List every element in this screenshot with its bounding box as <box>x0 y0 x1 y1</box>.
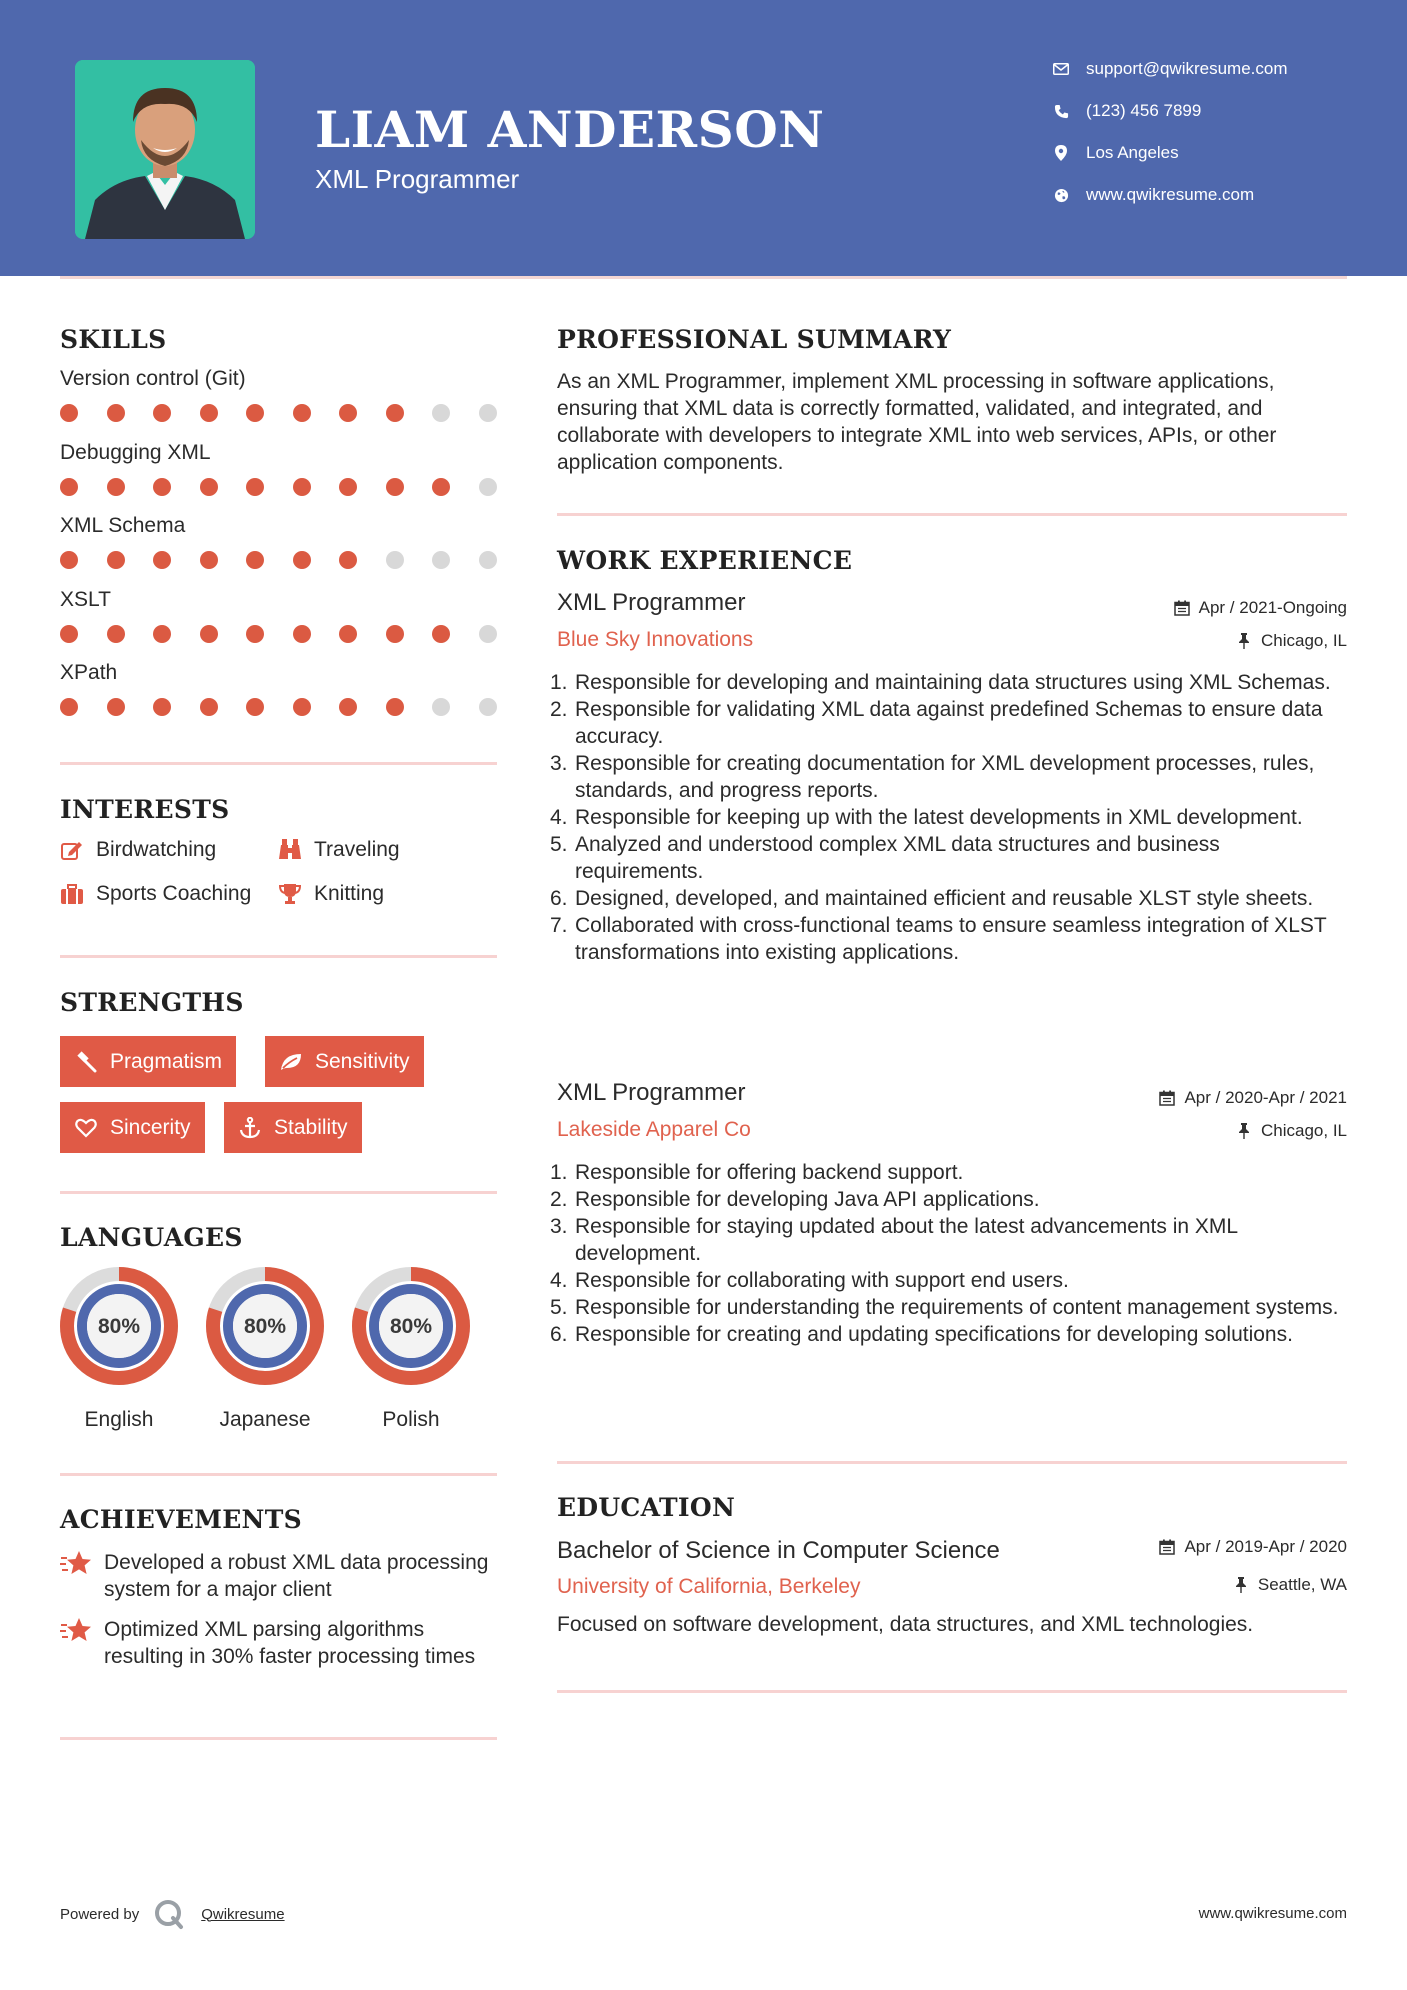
list-text: Responsible for creating documentation for XML development processes, rules, standards, and progress reports. <box>575 752 1315 802</box>
skill-dot-filled <box>200 478 218 496</box>
strengths-divider <box>60 1191 497 1194</box>
list-item <box>550 1186 1350 1213</box>
globe-icon <box>1050 184 1072 206</box>
achievements-heading: ACHIEVEMENTS <box>60 1505 302 1534</box>
job-company: Lakeside Apparel Co <box>557 1118 751 1141</box>
contact-website[interactable] <box>1050 180 1380 210</box>
skill-dot-filled <box>60 698 78 716</box>
skill-dot-filled <box>246 478 264 496</box>
list-text: Responsible for validating XML data against predefined Schemas to ensure data accuracy. <box>575 698 1323 748</box>
achievement-text: Developed a robust XML data processing system for a major client <box>104 1551 489 1601</box>
skill-name: XML Schema <box>60 514 186 537</box>
skill-dot-filled <box>60 404 78 422</box>
job-role: XML Programmer <box>557 589 746 616</box>
strength-label: Pragmatism <box>110 1049 223 1073</box>
skill-dot-empty <box>432 404 450 422</box>
skill-dot-filled <box>107 698 125 716</box>
list-number: 4. <box>550 1269 568 1292</box>
list-item <box>550 804 1350 831</box>
pushpin-icon <box>1235 632 1253 650</box>
leaf-icon <box>279 1050 303 1074</box>
job-location <box>1235 1121 1347 1141</box>
list-item <box>550 1159 1350 1186</box>
summary-text: As an XML Programmer, implement XML processing in software applications, ensuring that XML data is correctly formatted, validated, and integrated, and collaborate with developers to integrate XML into web services, APIs, or other application components. <box>557 370 1277 474</box>
language-percent: 80% <box>97 1315 141 1338</box>
job-dates <box>1158 1088 1347 1108</box>
envelope-icon <box>1050 58 1072 80</box>
gavel-icon <box>74 1050 98 1074</box>
skill-dot-filled <box>293 478 311 496</box>
list-number: 5. <box>550 833 568 856</box>
interest-label: Sports Coaching <box>96 882 252 905</box>
list-text: Responsible for developing Java API applications. <box>575 1188 1040 1211</box>
list-number: 4. <box>550 806 568 829</box>
skill-level-dots <box>60 625 500 645</box>
resume-header <box>0 0 1407 276</box>
experience-heading: WORK EXPERIENCE <box>557 546 853 575</box>
job-location-text: Chicago, IL <box>1261 1121 1347 1140</box>
skill-dot-empty <box>432 698 450 716</box>
skill-dot-filled <box>200 698 218 716</box>
list-text: Responsible for developing and maintaining data structures using XML Schemas. <box>575 671 1331 694</box>
languages-heading: LANGUAGES <box>60 1223 243 1252</box>
strength-label: Sincerity <box>110 1115 191 1139</box>
skill-dot-filled <box>293 625 311 643</box>
skill-name: Debugging XML <box>60 440 211 464</box>
language-item <box>204 1265 326 1431</box>
language-percent: 80% <box>389 1315 433 1338</box>
phone-icon <box>1050 100 1072 122</box>
list-number: 7. <box>550 914 568 937</box>
skill-dot-filled <box>386 698 404 716</box>
skill-dot-filled <box>153 625 171 643</box>
skill-name: XSLT <box>60 587 111 611</box>
skill-dot-filled <box>60 551 78 569</box>
education-location <box>1232 1575 1347 1595</box>
interest-label: Knitting <box>314 882 385 905</box>
list-item <box>550 885 1350 912</box>
education-degree: Bachelor of Science in Computer Science <box>557 1537 1000 1564</box>
skill-dot-filled <box>153 404 171 422</box>
skill-dot-filled <box>432 478 450 496</box>
experience-divider <box>557 1461 1347 1464</box>
list-number: 3. <box>550 752 568 775</box>
strength-label: Sensitivity <box>315 1049 410 1073</box>
list-number: 2. <box>550 698 568 721</box>
contact-phone-text: (123) 456 7899 <box>1086 101 1202 120</box>
skill-dot-filled <box>386 404 404 422</box>
list-number: 6. <box>550 887 568 910</box>
skill-dot-filled <box>107 551 125 569</box>
interest-label: Birdwatching <box>96 838 217 861</box>
skill-dot-filled <box>107 478 125 496</box>
skill-dot-filled <box>246 551 264 569</box>
contact-email[interactable] <box>1050 54 1380 84</box>
job-dates-text: Apr / 2021-Ongoing <box>1198 598 1347 617</box>
skills-heading: SKILLS <box>60 325 167 354</box>
education-divider <box>557 1690 1347 1693</box>
skill-level-dots <box>60 551 500 571</box>
summary-divider <box>557 513 1347 516</box>
list-text: Responsible for understanding the requirements of content management systems. <box>575 1296 1339 1319</box>
calendar-icon <box>1158 1089 1176 1107</box>
qwikresume-logo-icon <box>153 1898 185 1930</box>
list-text: Responsible for creating and updating specifications for developing solutions. <box>575 1323 1293 1346</box>
list-item <box>550 1267 1350 1294</box>
calendar-icon <box>1173 599 1191 617</box>
list-text: Designed, developed, and maintained efficient and reusable XLST style sheets. <box>575 887 1314 910</box>
footer-website[interactable]: www.qwikresume.com <box>1198 1905 1347 1922</box>
list-text: Responsible for collaborating with support end users. <box>575 1269 1069 1292</box>
language-item <box>58 1265 180 1431</box>
achievement-item <box>60 1616 500 1670</box>
strengths-heading: STRENGTHS <box>60 988 244 1017</box>
achievement-item <box>60 1549 500 1603</box>
skill-dot-empty <box>386 551 404 569</box>
list-number: 5. <box>550 1296 568 1319</box>
job-role: XML Programmer <box>557 1079 746 1106</box>
skill-level-dots <box>60 404 500 424</box>
skill-dot-filled <box>339 478 357 496</box>
language-ring <box>350 1265 472 1387</box>
language-item <box>350 1265 472 1431</box>
interest-item <box>278 838 400 862</box>
candidate-name: LIAM ANDERSON <box>315 100 825 159</box>
list-item <box>550 1213 1350 1267</box>
list-item <box>550 912 1350 966</box>
skill-dot-empty <box>479 404 497 422</box>
contact-location-text: Los Angeles <box>1086 143 1179 162</box>
candidate-title: XML Programmer <box>315 164 520 194</box>
skill-dot-filled <box>153 551 171 569</box>
summary-heading: PROFESSIONAL SUMMARY <box>557 325 952 354</box>
language-name: English <box>84 1408 154 1431</box>
list-item <box>550 696 1350 750</box>
skill-dot-filled <box>386 478 404 496</box>
strength-label: Stability <box>274 1115 348 1139</box>
trophy-icon <box>278 882 302 906</box>
binoculars-icon <box>278 838 302 862</box>
job-company: Blue Sky Innovations <box>557 628 754 651</box>
languages-divider <box>60 1473 497 1476</box>
interests-heading: INTERESTS <box>60 795 230 824</box>
skill-dot-filled <box>200 404 218 422</box>
education-heading: EDUCATION <box>557 1493 736 1522</box>
header-divider <box>60 276 1347 279</box>
list-item <box>550 669 1350 696</box>
job-dates-text: Apr / 2020-Apr / 2021 <box>1184 1088 1347 1107</box>
list-item <box>550 1294 1350 1321</box>
list-text: Analyzed and understood complex XML data structures and business requirements. <box>575 833 1220 883</box>
list-text: Collaborated with cross-functional teams to ensure seamless integration of XLST transformations into existing applications. <box>575 914 1327 964</box>
job-responsibilities <box>550 1159 1350 1348</box>
skill-level-dots <box>60 478 500 498</box>
list-item <box>550 750 1350 804</box>
skill-dot-filled <box>60 478 78 496</box>
achievement-text: Optimized XML parsing algorithms resulting in 30% faster processing times <box>104 1618 476 1668</box>
pushpin-icon <box>1235 1122 1253 1140</box>
education-school: University of California, Berkeley <box>557 1575 861 1598</box>
pushpin-icon <box>1232 1576 1250 1594</box>
skill-dot-filled <box>200 625 218 643</box>
skill-dot-filled <box>107 625 125 643</box>
profile-photo <box>75 60 255 239</box>
skill-dot-filled <box>200 551 218 569</box>
list-text: Responsible for keeping up with the latest developments in XML development. <box>575 806 1303 829</box>
interest-item <box>60 838 216 862</box>
skill-dot-filled <box>246 698 264 716</box>
footer-powered-by <box>60 1898 285 1930</box>
job-responsibilities <box>550 669 1350 966</box>
list-number: 3. <box>550 1215 568 1238</box>
language-ring <box>58 1265 180 1387</box>
list-text: Responsible for offering backend support. <box>575 1161 964 1184</box>
education-location-text: Seattle, WA <box>1257 1575 1347 1594</box>
star-icon <box>60 1616 92 1646</box>
map-pin-icon <box>1050 142 1072 164</box>
skill-dot-empty <box>479 625 497 643</box>
interest-item <box>60 882 251 906</box>
skill-dot-filled <box>432 625 450 643</box>
heart-icon <box>74 1116 98 1140</box>
skill-dot-filled <box>293 698 311 716</box>
job-location-text: Chicago, IL <box>1261 631 1347 650</box>
list-number: 2. <box>550 1188 568 1211</box>
achievements-divider <box>60 1737 497 1740</box>
interest-label: Traveling <box>314 838 400 861</box>
skill-dot-empty <box>479 478 497 496</box>
skill-dot-filled <box>246 625 264 643</box>
education-dates <box>1158 1537 1347 1557</box>
language-ring <box>204 1265 326 1387</box>
education-dates-text: Apr / 2019-Apr / 2020 <box>1184 1537 1347 1556</box>
skill-dot-filled <box>339 625 357 643</box>
anchor-icon <box>238 1116 262 1140</box>
language-name: Polish <box>382 1408 440 1431</box>
contact-email-text: support@qwikresume.com <box>1086 59 1288 78</box>
skill-dot-empty <box>432 551 450 569</box>
list-item <box>550 1321 1350 1348</box>
list-text: Responsible for staying updated about the latest advancements in XML development. <box>575 1215 1238 1265</box>
skill-dot-filled <box>339 551 357 569</box>
powered-by-label: Powered by <box>60 1905 140 1923</box>
list-number: 1. <box>550 671 568 694</box>
list-number: 6. <box>550 1323 568 1346</box>
skills-divider <box>60 762 497 765</box>
skill-name: XPath <box>60 661 118 684</box>
skill-dot-empty <box>479 698 497 716</box>
skill-dot-filled <box>293 404 311 422</box>
skill-dot-filled <box>386 625 404 643</box>
skill-dot-filled <box>153 698 171 716</box>
interest-item <box>278 882 384 906</box>
job-dates <box>1173 598 1347 618</box>
skill-dot-filled <box>60 625 78 643</box>
skill-dot-filled <box>107 404 125 422</box>
strength-tag <box>60 1102 205 1153</box>
skill-dot-filled <box>293 551 311 569</box>
star-icon <box>60 1549 92 1579</box>
education-description: Focused on software development, data structures, and XML technologies. <box>557 1613 1254 1636</box>
list-number: 1. <box>550 1161 568 1184</box>
contact-location <box>1050 138 1380 168</box>
calendar-icon <box>1158 1538 1176 1556</box>
skill-name: Version control (Git) <box>60 367 246 390</box>
skill-level-dots <box>60 698 500 718</box>
list-item <box>550 831 1350 885</box>
language-name: Japanese <box>219 1408 311 1431</box>
skill-dot-filled <box>246 404 264 422</box>
skill-dot-filled <box>153 478 171 496</box>
pencil-square-icon <box>60 838 84 862</box>
briefcase-icon <box>60 882 84 906</box>
interests-divider <box>60 955 497 958</box>
strength-tag <box>265 1036 424 1087</box>
language-percent: 80% <box>243 1315 287 1338</box>
contact-website-text: www.qwikresume.com <box>1086 185 1255 204</box>
qwikresume-link[interactable]: Qwikresume <box>201 1905 285 1923</box>
strength-tag <box>60 1036 236 1087</box>
skill-dot-filled <box>339 404 357 422</box>
skill-dot-empty <box>479 551 497 569</box>
skill-dot-filled <box>339 698 357 716</box>
strength-tag <box>224 1102 362 1153</box>
job-location <box>1235 631 1347 651</box>
contact-phone[interactable] <box>1050 96 1380 126</box>
